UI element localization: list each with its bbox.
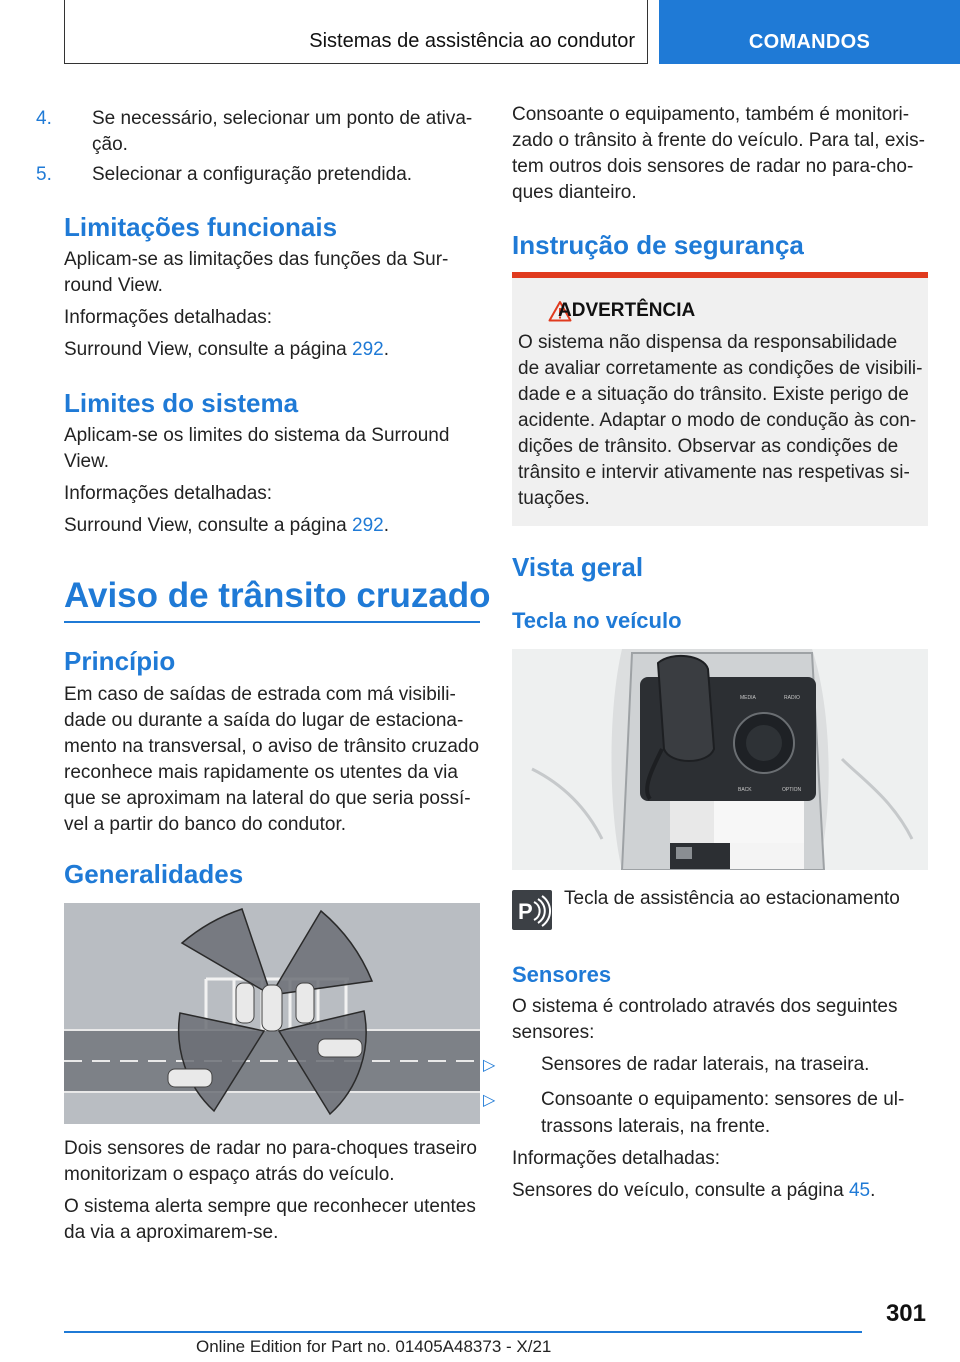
chapter-title: Aviso de trânsito cruzado xyxy=(64,576,491,615)
limites-do-sistema-text xyxy=(64,423,484,539)
text-line: Aplicam-se os limites do sistema da Surround xyxy=(64,425,450,446)
header-tab-label: COMANDOS xyxy=(748,31,871,53)
page-link-45[interactable]: 45 xyxy=(848,1180,871,1201)
heading-tecla-no-veiculo: Tecla no veículo xyxy=(512,608,682,633)
step-4 xyxy=(36,106,512,158)
text-line: trânsito e intervir ativamente nas respetivas si- xyxy=(518,462,910,483)
text-line: de avaliar corretamente as condições de visibili- xyxy=(518,358,923,379)
text-line: zado o trânsito à frente do veículo. Para tal, exis- xyxy=(512,130,925,151)
text-line: tuações. xyxy=(518,488,590,509)
step-number: 4. xyxy=(36,108,52,129)
list-item xyxy=(483,1052,932,1079)
page-number: 301 xyxy=(885,1300,926,1327)
text-line: View. xyxy=(64,451,110,472)
reference-dot: . xyxy=(870,1180,876,1201)
text-line: O sistema não dispensa da responsabilidade xyxy=(518,332,898,353)
step-text-cont: ção. xyxy=(92,134,128,155)
heading-principio: Princípio xyxy=(64,646,176,676)
heading-sensores: Sensores xyxy=(512,962,612,987)
text-line: da via a aproximarem-se. xyxy=(64,1222,279,1243)
text-line: O sistema é controlado através dos seguintes xyxy=(512,996,898,1017)
text-line: dições de trânsito. Observar as condições de xyxy=(518,436,899,457)
header-tab-comandos[interactable] xyxy=(659,0,960,64)
parking-assist-caption: Tecla de assistência ao estacionamento xyxy=(564,888,900,909)
warning-text xyxy=(518,330,928,512)
text-line: que se aproximam na lateral do que seria possí- xyxy=(64,788,471,809)
page-reference xyxy=(512,1178,932,1204)
text-line: ques dianteiro. xyxy=(512,182,637,203)
header-section-title: Sistemas de assistência ao condutor xyxy=(309,30,635,52)
reference-text: Surround View, consulte a página xyxy=(64,515,353,536)
reference-text: Surround View, consulte a página xyxy=(64,339,353,360)
step-text: Se necessário, selecionar um ponto de ativa- xyxy=(92,108,473,129)
header-section-box xyxy=(64,0,648,64)
text-line: monitorizam o espaço atrás do veículo. xyxy=(64,1164,395,1185)
cross-traffic-illustration xyxy=(64,903,480,1124)
heading-limites-do-sistema: Limites do sistema xyxy=(64,388,299,418)
principio-text xyxy=(64,682,484,838)
text-line: vel a partir do banco do condutor. xyxy=(64,814,347,835)
sensores-text xyxy=(483,994,932,1204)
chapter-rule xyxy=(64,621,480,623)
text-line: round View. xyxy=(64,275,163,296)
page-reference xyxy=(64,337,484,363)
list-item-text: Consoante o equipamento: sensores de ul- xyxy=(541,1089,905,1110)
console-label-back: BACK xyxy=(738,787,752,793)
console-label-radio: RADIO xyxy=(784,695,800,701)
text-line: acidente. Adaptar o modo de condução às con- xyxy=(518,410,917,431)
list-item-text: Sensores de radar laterais, na traseira. xyxy=(541,1054,870,1075)
text-line: dade ou durante a saída do lugar de estaciona- xyxy=(64,710,464,731)
text-line: mento na transversal, o aviso de trânsito cruzado xyxy=(64,736,480,757)
page-link-292[interactable]: 292 xyxy=(352,339,384,360)
text-line: O sistema alerta sempre que reconhecer utentes xyxy=(64,1196,476,1217)
limitacoes-funcionais-text xyxy=(64,247,484,363)
step-5 xyxy=(36,162,512,188)
text-line: sensores: xyxy=(512,1022,595,1043)
info-label: Informações detalhadas: xyxy=(64,307,273,328)
parking-assist-icon xyxy=(512,890,552,930)
heading-limitacoes-funcionais: Limitações funcionais xyxy=(64,212,338,242)
heading-generalidades: Generalidades xyxy=(64,859,244,889)
footer-rule xyxy=(64,1331,862,1333)
list-item-text-cont: trassons laterais, na frente. xyxy=(541,1116,771,1137)
reference-text: Sensores do veículo, consulte a página xyxy=(512,1180,849,1201)
text-line: Dois sensores de radar no para-choques traseiro xyxy=(64,1138,477,1159)
text-line: Consoante o equipamento, também é monitori- xyxy=(512,104,910,125)
step-number: 5. xyxy=(36,164,52,185)
info-label: Informações detalhadas: xyxy=(512,1148,721,1169)
text-line: dade e a situação do trânsito. Existe perigo de xyxy=(518,384,909,405)
svg-text:P: P xyxy=(518,899,533,924)
reference-dot: . xyxy=(383,515,389,536)
warning-label: ADVERTÊNCIA xyxy=(558,300,696,321)
footer-edition: Online Edition for Part no. 01405A48373 - X/21 xyxy=(196,1337,552,1356)
step-text: Selecionar a configuração pretendida. xyxy=(92,164,413,185)
text-line: Em caso de saídas de estrada com má visibili- xyxy=(64,684,456,705)
page-reference xyxy=(64,513,484,539)
info-label: Informações detalhadas: xyxy=(64,483,273,504)
text-line: Aplicam-se as limitações das funções da Sur- xyxy=(64,249,449,270)
heading-instrucao-de-seguranca: Instrução de segurança xyxy=(512,230,804,260)
text-line: tem outros dois sensores de radar no para-cho- xyxy=(512,156,914,177)
center-console-photo xyxy=(512,649,928,870)
intro-text xyxy=(512,102,932,206)
console-label-media: MEDIA xyxy=(740,695,756,701)
list-item xyxy=(483,1087,932,1140)
text-line: reconhece mais rapidamente os utentes da via xyxy=(64,762,458,783)
console-label-option: OPTION xyxy=(782,787,802,793)
warning-box xyxy=(512,272,928,526)
bullet-triangle-icon: ▷ xyxy=(483,1092,496,1109)
bullet-triangle-icon: ▷ xyxy=(483,1057,496,1074)
parking-assist-button[interactable] xyxy=(512,890,552,930)
page-link-292[interactable]: 292 xyxy=(352,515,384,536)
reference-dot: . xyxy=(383,339,389,360)
generalidades-text xyxy=(64,1136,484,1246)
heading-vista-geral: Vista geral xyxy=(512,552,644,582)
